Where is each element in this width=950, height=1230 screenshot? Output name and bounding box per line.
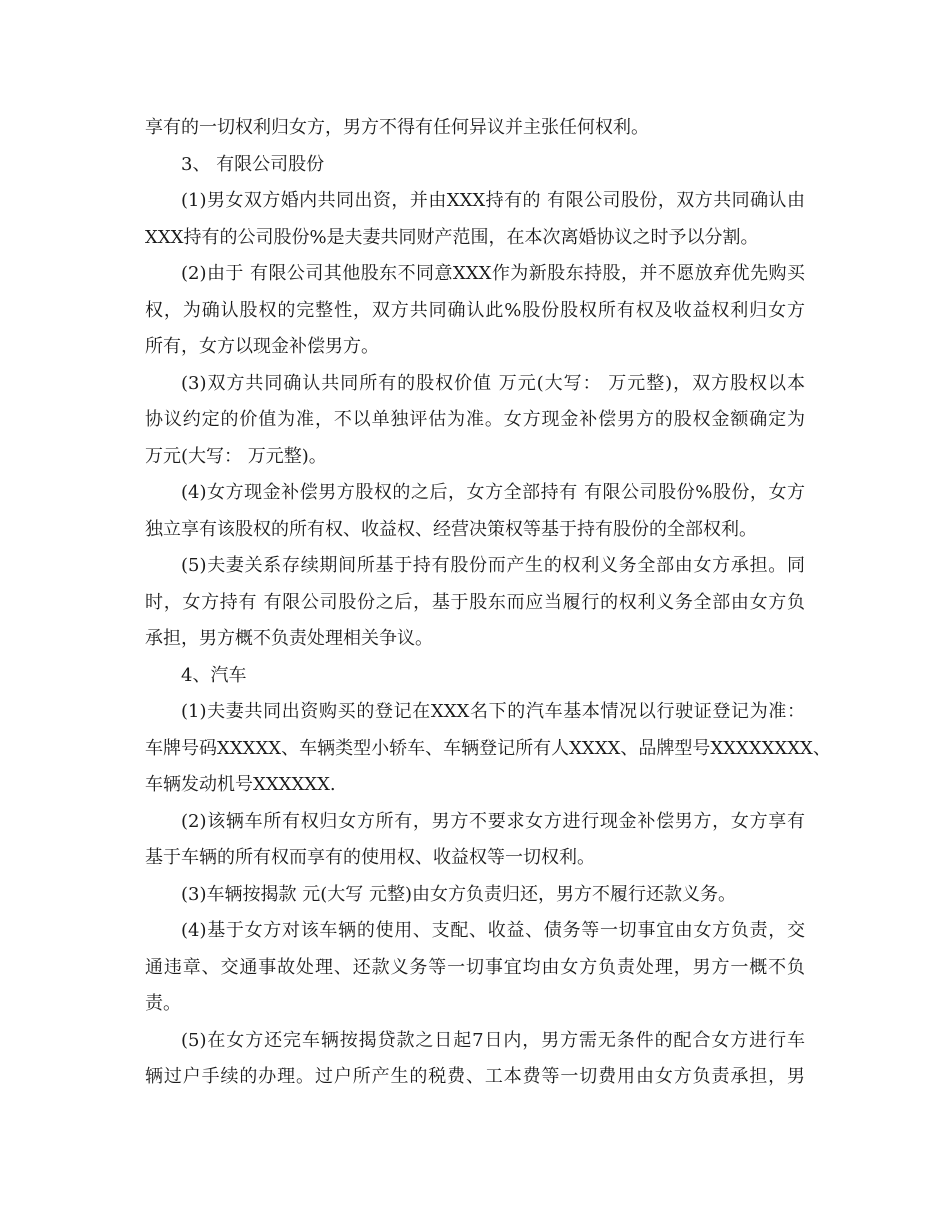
text-line: (4)基于女方对该车辆的使用、支配、收益、债务等一切事宜由女方负责，交 <box>181 920 805 941</box>
text-line: 权，为确认股权的完整性，双方共同确认此%股份股权所有权及收益权利归女方 <box>145 299 805 321</box>
text-line: 4、汽车 <box>181 664 247 686</box>
text-line: (3)双方共同确认共同所有的股权价值 万元(大写： 万元整)，双方股权以本 <box>181 372 805 394</box>
text-line: 通违章、交通事故处理、还款义务等一切事宜均由女方负责处理，男方一概不负 <box>145 956 805 978</box>
text-line: (2)由于 有限公司其他股东不同意XXX作为新股东持股，并不愿放弃优先购买 <box>181 263 805 284</box>
text-line: (3)车辆按揭款 元(大写 元整)由女方负责归还，男方不履行还款义务。 <box>181 883 736 905</box>
text-line: 协议约定的价值为准，不以单独评估为准。女方现金补偿男方的股权金额确定为 <box>145 409 805 430</box>
text-line: 辆过户手续的办理。过户所产生的税费、工本费等一切费用由女方负责承担，男 <box>145 1066 805 1087</box>
text-line: XXX持有的公司股份%是夫妻共同财产范围，在本次离婚协议之时予以分割。 <box>145 226 759 248</box>
text-line: 车辆发动机号XXXXXX. <box>145 774 336 795</box>
text-line: (2)该辆车所有权归女方所有，男方不要求女方进行现金补偿男方，女方享有 <box>181 810 805 832</box>
text-line: (5)夫妻关系存续期间所基于持有股份而产生的权利义务全部由女方承担。同 <box>181 555 805 576</box>
text-line: 3、 有限公司股份 <box>181 153 325 175</box>
text-line: 独立享有该股权的所有权、收益权、经营决策权等基于持有股份的全部权利。 <box>145 518 757 540</box>
text-line: 基于车辆的所有权而享有的使用权、收益权等一切权利。 <box>145 847 595 868</box>
text-line: (5)在女方还完车辆按揭贷款之日起7日内，男方需无条件的配合女方进行车 <box>181 1029 805 1051</box>
text-line: 承担，男方概不负责处理相关争议。 <box>145 628 433 649</box>
text-line: 责。 <box>145 993 181 1014</box>
text-line: 享有的一切权利归女方，男方不得有任何异议并主张任何权利。 <box>145 117 649 138</box>
text-line: (1)夫妻共同出资购买的登记在XXX名下的汽车基本情况以行驶证登记为准： <box>181 701 805 722</box>
text-line: (1)男女双方婚内共同出资，并由XXX持有的 有限公司股份，双方共同确认由 <box>181 190 805 211</box>
text-line: (4)女方现金补偿男方股权的之后，女方全部持有 有限公司股份%股份，女方 <box>181 482 805 503</box>
text-line: 车牌号码XXXXX、车辆类型小轿车、车辆登记所有人XXXX、品牌型号XXXXXXXX、 <box>145 737 831 759</box>
text-line: 万元(大写： 万元整)。 <box>145 445 327 467</box>
text-line: 时，女方持有 有限公司股份之后，基于股东而应当履行的权利义务全部由女方负 <box>145 591 805 613</box>
text-line: 所有，女方以现金补偿男方。 <box>145 336 379 357</box>
